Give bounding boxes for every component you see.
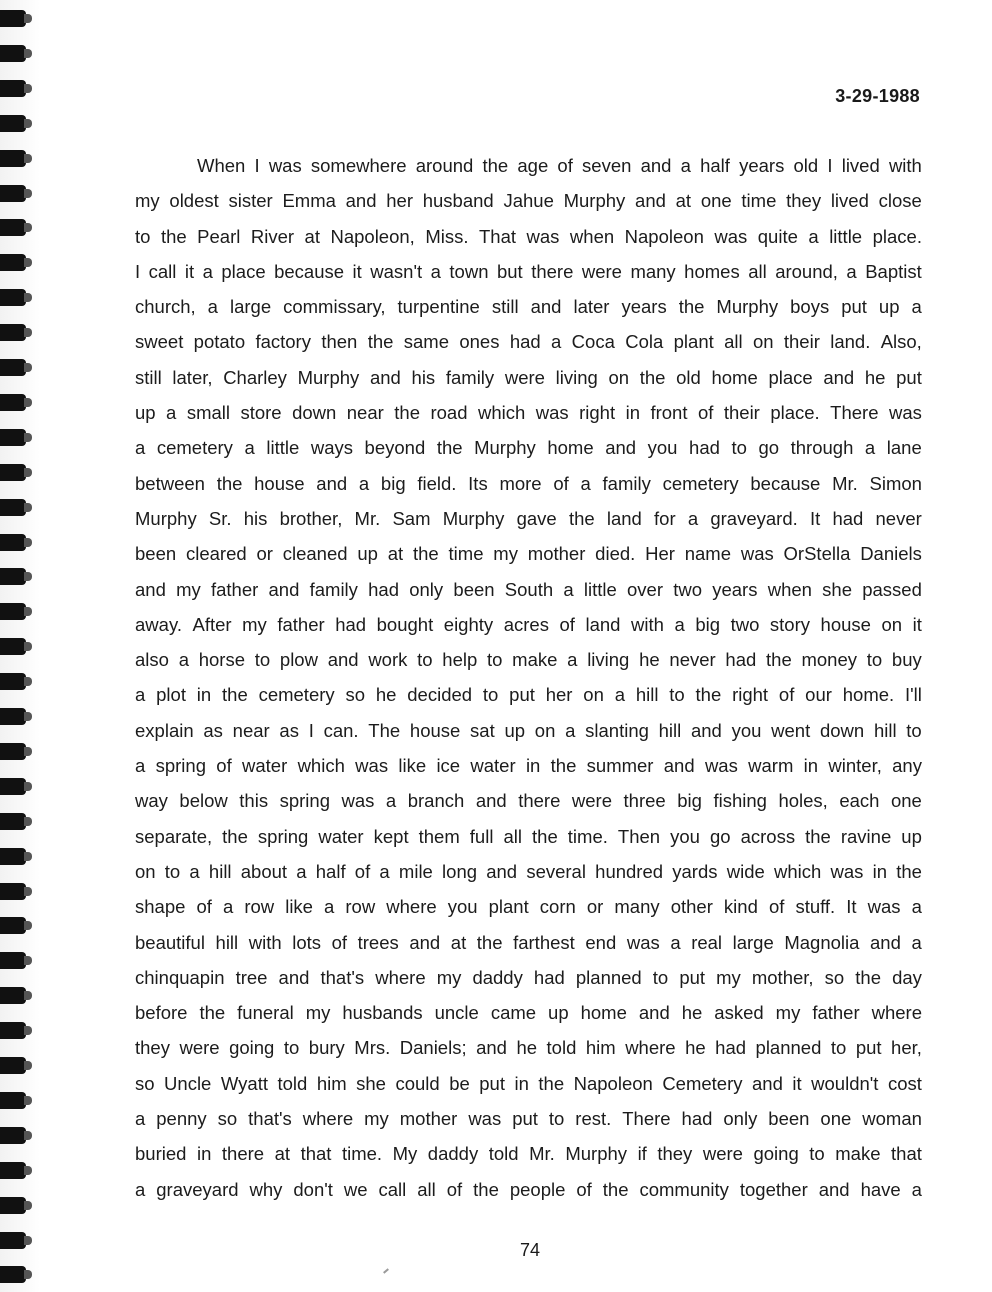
- binding-hole: [0, 394, 26, 411]
- binding-hole: [0, 1266, 26, 1283]
- binding-hole: [0, 1127, 26, 1144]
- text-line: Murphy Sr. his brother, Mr. Sam Murphy gave the land for a graveyard. It had never: [135, 507, 922, 529]
- text-line: between the house and a big field. Its more of a family cemetery because Mr. Simon: [135, 472, 922, 494]
- text-line: way below this spring was a branch and there were three big fishing holes, each one: [135, 790, 922, 812]
- binding-hole: [0, 150, 26, 167]
- binding-hole: [0, 673, 26, 690]
- page-number: 74: [519, 1240, 541, 1260]
- binding-hole: [0, 324, 26, 341]
- text-line: I call it a place because it wasn't a town but there were many homes all around, a Baptist: [135, 260, 922, 282]
- binding-hole: [0, 80, 26, 97]
- binding-hole: [0, 1162, 26, 1179]
- binding-hole: [0, 778, 26, 795]
- spiral-binding: [0, 0, 40, 1292]
- text-line: also a horse to plow and work to help to make a living he never had the money to buy: [135, 649, 922, 671]
- binding-hole: [0, 1092, 26, 1109]
- text-line: a cemetery a little ways beyond the Murphy home and you had to go through a lane: [135, 437, 922, 459]
- text-line: a graveyard why don't we call all of the people of the community together and have a: [135, 1178, 922, 1200]
- binding-hole: [0, 115, 26, 132]
- text-line: they were going to bury Mrs. Daniels; and he told him where he had planned to put her,: [135, 1037, 922, 1059]
- text-line: before the funeral my husbands uncle came up home and he asked my father where: [135, 1002, 922, 1024]
- text-line: explain as near as I can. The house sat up on a slanting hill and you went down hill to: [135, 719, 922, 741]
- binding-hole: [0, 813, 26, 830]
- binding-hole: [0, 638, 26, 655]
- text-line: away. After my father had bought eighty acres of land with a big two story house on it: [135, 613, 922, 635]
- binding-hole: [0, 219, 26, 236]
- binding-hole: [0, 883, 26, 900]
- binding-hole: [0, 254, 26, 271]
- binding-hole: [0, 743, 26, 760]
- binding-hole: [0, 917, 26, 934]
- binding-hole: [0, 534, 26, 551]
- binding-hole: [0, 499, 26, 516]
- text-line: a spring of water which was like ice water in the summer and was warm in winter, any: [135, 755, 922, 777]
- text-line: chinquapin tree and that's where my daddy had planned to put my mother, so the day: [135, 966, 922, 988]
- text-line: up a small store down near the road which was right in front of their place. There was: [135, 402, 922, 424]
- binding-hole: [0, 185, 26, 202]
- text-line: When I was somewhere around the age of seven and a half years old I lived with: [197, 155, 922, 176]
- binding-hole: [0, 359, 26, 376]
- text-line: been cleared or cleaned up at the time my mother died. Her name was OrStella Daniels: [135, 543, 922, 565]
- text-line: sweet potato factory then the same ones had a Coca Cola plant all on their land. Also,: [135, 331, 922, 353]
- body-text: [135, 148, 922, 1207]
- binding-hole: [0, 1197, 26, 1214]
- binding-hole: [0, 10, 26, 27]
- binding-hole: [0, 289, 26, 306]
- text-line: shape of a row like a row where you plant corn or many other kind of stuff. It was a: [135, 896, 922, 918]
- scan-speck: [383, 1268, 389, 1273]
- text-line: beautiful hill with lots of trees and at the farthest end was a real large Magnolia and a: [135, 931, 922, 953]
- text-line: separate, the spring water kept them full all the time. Then you go across the ravine up: [135, 825, 922, 847]
- text-line: a penny so that's where my mother was put to rest. There had only been one woman: [135, 1108, 922, 1130]
- binding-hole: [0, 848, 26, 865]
- text-line: to the Pearl River at Napoleon, Miss. That was when Napoleon was quite a little place.: [135, 225, 922, 247]
- binding-hole: [0, 1057, 26, 1074]
- binding-hole: [0, 603, 26, 620]
- text-line: my oldest sister Emma and her husband Jahue Murphy and at one time they lived close: [135, 190, 922, 212]
- binding-hole: [0, 464, 26, 481]
- text-line: on to a hill about a half of a mile long and several hundred yards wide which was in the: [135, 860, 922, 882]
- binding-hole: [0, 708, 26, 725]
- text-line: still later, Charley Murphy and his family were living on the old home place and he put: [135, 366, 922, 388]
- page-date: 3-29-1988: [835, 86, 920, 106]
- text-line: so Uncle Wyatt told him she could be put in the Napoleon Cemetery and it wouldn't cost: [135, 1072, 922, 1094]
- binding-hole: [0, 429, 26, 446]
- text-line: buried in there at that time. My daddy told Mr. Murphy if they were going to make that: [135, 1143, 922, 1165]
- binding-hole: [0, 568, 26, 585]
- text-line: a plot in the cemetery so he decided to put her on a hill to the right of our home. I'll: [135, 684, 922, 706]
- binding-hole: [0, 45, 26, 62]
- binding-hole: [0, 987, 26, 1004]
- text-line: and my father and family had only been South a little over two years when she passed: [135, 578, 922, 600]
- binding-hole: [0, 1022, 26, 1039]
- text-line: church, a large commissary, turpentine still and later years the Murphy boys put up a: [135, 296, 922, 318]
- binding-hole: [0, 952, 26, 969]
